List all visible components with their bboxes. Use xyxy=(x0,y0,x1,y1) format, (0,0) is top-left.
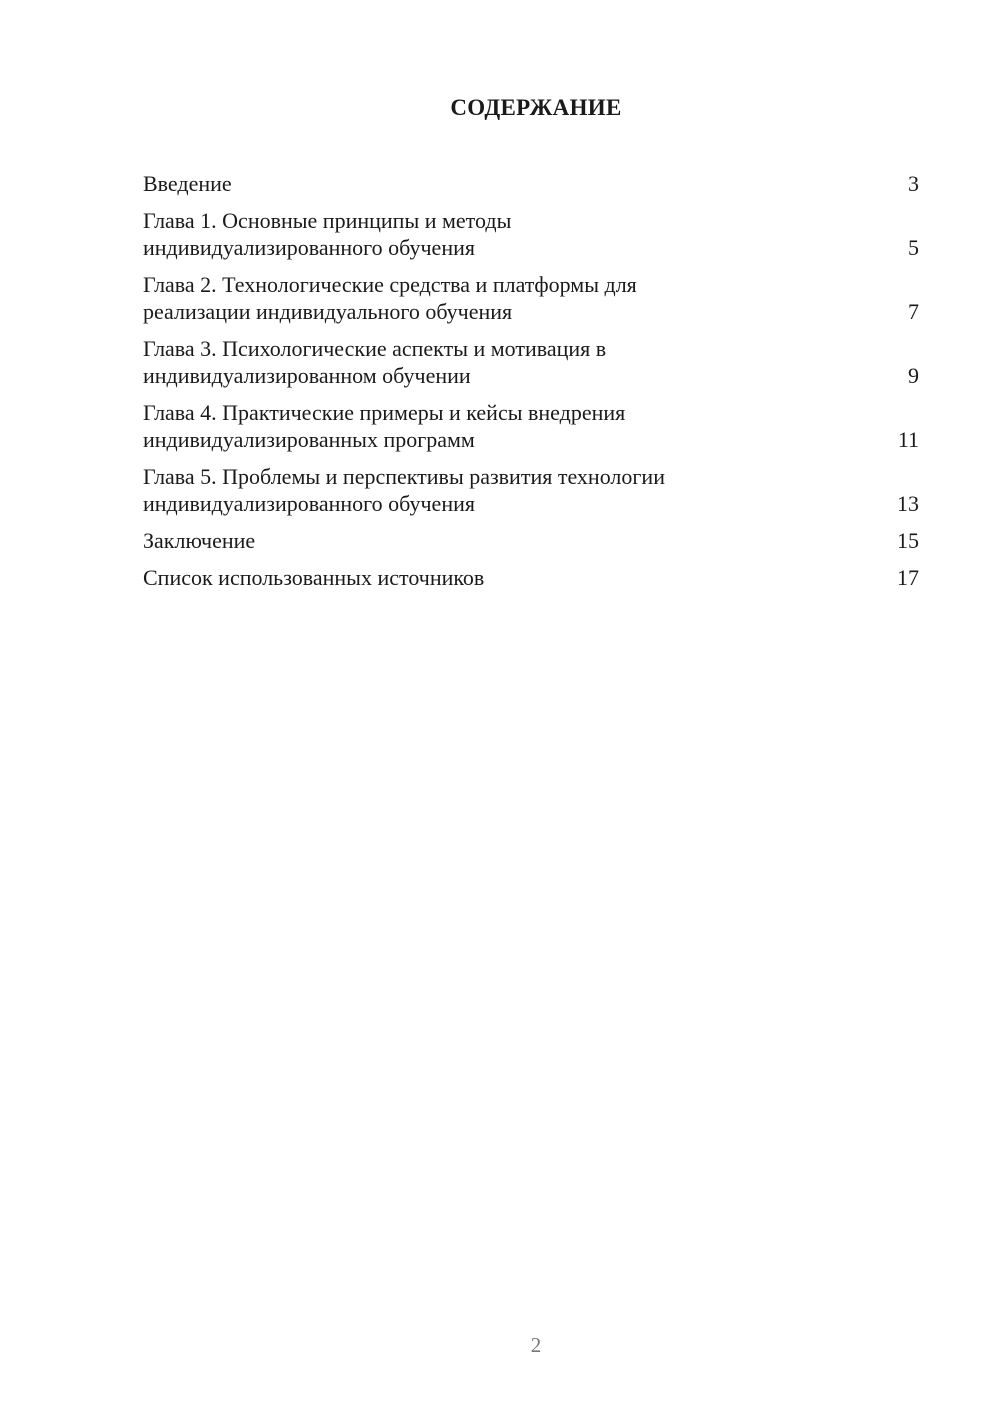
toc-entry-title xyxy=(143,527,763,554)
toc-entry-line: Список использованных источников xyxy=(143,565,485,590)
toc-entry-line: Глава 3. Психологические аспекты и мотивация в xyxy=(143,336,607,361)
toc-entry-page-number: 9 xyxy=(908,363,919,388)
toc-entry-line: Глава 2. Технологические средства и платформы для xyxy=(143,272,637,297)
toc-entry-references xyxy=(143,564,919,591)
toc-entry-line: индивидуализированных программ xyxy=(143,427,475,452)
toc-entry-line: реализации индивидуального обучения xyxy=(143,299,513,324)
toc-entry-page-number: 3 xyxy=(908,171,919,196)
toc-entry-line: индивидуализированного обучения xyxy=(143,491,475,516)
toc-entry-chapter-1 xyxy=(143,207,919,261)
toc-entry-line: индивидуализированном обучении xyxy=(143,363,471,388)
toc-entry-title xyxy=(143,463,763,517)
toc-entry-introduction xyxy=(143,170,919,197)
toc-entry-chapter-2 xyxy=(143,271,919,325)
toc-entry-page-number: 5 xyxy=(908,235,919,260)
toc-entry-title xyxy=(143,564,763,591)
toc-entry-title xyxy=(143,207,763,261)
toc-entry-title xyxy=(143,399,763,453)
page-number: 2 xyxy=(530,1333,542,1357)
page-title: СОДЕРЖАНИЕ xyxy=(450,95,622,120)
toc-entry-line: Глава 4. Практические примеры и кейсы внедрения xyxy=(143,400,626,425)
toc-entry-page-number: 13 xyxy=(897,491,919,516)
toc-entry-page-number: 7 xyxy=(908,299,919,324)
toc-entry-page-number: 15 xyxy=(897,528,919,553)
toc-entry-conclusion xyxy=(143,527,919,554)
toc-entry-page-number: 17 xyxy=(897,565,919,590)
toc-entry-chapter-3 xyxy=(143,335,919,389)
table-of-contents xyxy=(143,170,919,601)
toc-entry-line: Введение xyxy=(143,171,232,196)
toc-entry-title xyxy=(143,170,763,197)
toc-entry-line: индивидуализированного обучения xyxy=(143,235,475,260)
toc-entry-line: Глава 5. Проблемы и перспективы развития технологии xyxy=(143,464,665,489)
toc-entry-chapter-4 xyxy=(143,399,919,453)
toc-entry-title xyxy=(143,335,763,389)
toc-entry-chapter-5 xyxy=(143,463,919,517)
toc-entry-line: Глава 1. Основные принципы и методы xyxy=(143,208,512,233)
toc-entry-title xyxy=(143,271,763,325)
toc-entry-line: Заключение xyxy=(143,528,256,553)
toc-entry-page-number: 11 xyxy=(897,427,919,452)
